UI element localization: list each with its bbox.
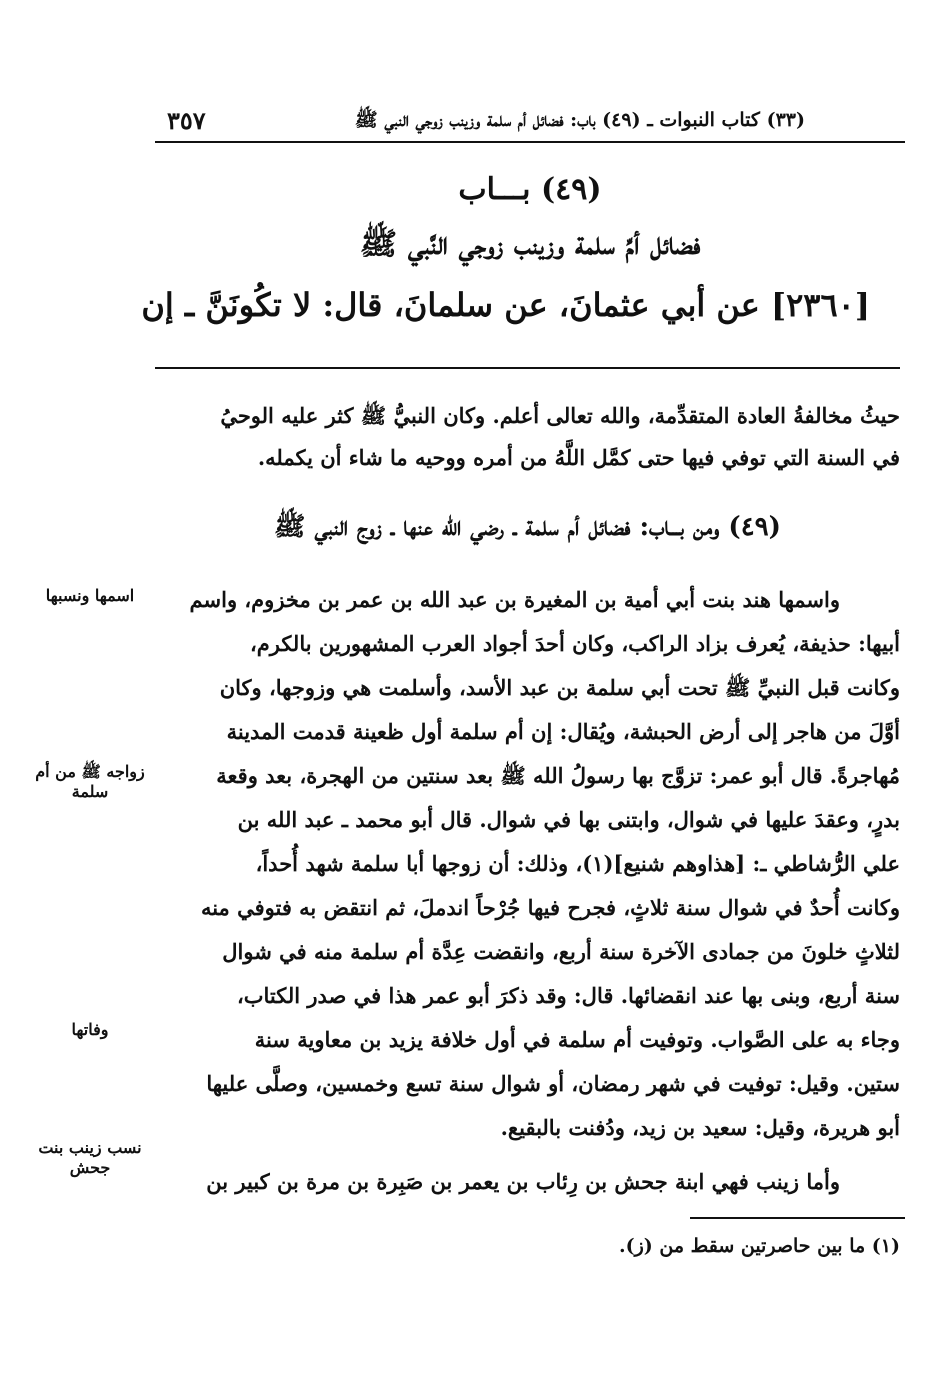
section-subheading: (٤٩) ومن بـــاب: فضائل أم سلمة ـ رضي الله عنها ـ زوج النبي ﷺ [274, 512, 781, 542]
body-line: واسمها هند بنت أبي أمية بن المغيرة بن عبد الله بن عمر بن مخزوم، واسم [189, 587, 840, 612]
header-title: (٣٣) كتاب النبوات ـ (٤٩) باب: فضائل أم سلمة وزينب زوجي النبي ﷺ [354, 109, 805, 131]
body-line: أبيها: حذيفة، يُعرف بزاد الراكب، وكان أحدَ أجواد العرب المشهورين بالكرم، [249, 631, 900, 656]
running-header [155, 104, 905, 140]
body-line: بدرٍ، وعقدَ عليها في شوال، وابتنى بها في شوال. قال أبو محمد ـ عبد الله بن [237, 807, 900, 832]
footnote: (١) ما بين حاصرتين سقط من (ز). [619, 1235, 900, 1257]
body-line: سنة أربع، وبنى بها عند انقضائها. قال: وقد ذكرَ أبو عمر هذا في صدر الكتاب، [236, 983, 900, 1008]
body-line: ستين. وقيل: توفيت في شهر رمضان، أو شوال سنة تسع وخمسين، وصلَّى عليها [206, 1071, 900, 1096]
page-number: ٣٥٧ [167, 106, 206, 135]
paragraph-line: حيثُ مخالفةُ العادة المتقدِّمة، والله تعالى أعلم. وكان النبيُّ ﷺ كثر عليه الوحيُ [220, 403, 900, 428]
chapter-number: (٤٩) بـــاب [458, 172, 602, 207]
body-line: لثلاثٍ خلونَ من جمادى الآخرة سنة أربع، وانقضت عِدَّة أم سلمة منه في شوال [222, 939, 900, 964]
margin-note-name: اسمها ونسبها [45, 586, 135, 605]
body-line: وكانت قبل النبيِّ ﷺ تحت أبي سلمة بن عبد الأسد، وأسلمت هي وزوجها، وكان [219, 675, 900, 700]
hadith-text: [٢٣٦٠] عن أبي عثمانَ، عن سلمانَ، قال: لا تكُونَنَّ ـ إن [141, 286, 870, 324]
body-text [140, 578, 900, 1204]
paragraph-line: في السنة التي توفي فيها حتى كمَّل اللَّهُ من أمره ووحيه ما شاء أن يكمله. [257, 445, 900, 470]
margin-note-zaynab: نسب زينب بنت جحش [38, 1138, 142, 1177]
body-line: مُهاجرةً. قال أبو عمر: تزوَّج بها رسولُ الله ﷺ بعد سنتين من الهجرة، بعد وقعة [216, 763, 900, 788]
margin-note-death: وفاتها [71, 1020, 109, 1039]
chapter-title: فضائل أمِّ سلمة وزينب زوجي النَّبي ﷺ [359, 226, 701, 262]
body-line: وكانت أُحدٌ في شوال سنة ثلاثٍ، فجرح فيها جُرْحاً اندملَ، ثم انتقض به فتوفي منه [200, 895, 900, 920]
commentary-paragraph [140, 395, 900, 479]
body-line: وأما زينب فهي ابنة جحش بن رِئاب بن يعمر بن صَبِرة بن مرة بن كبير بن [206, 1169, 840, 1194]
body-line: أوَّلَ من هاجر إلى أرض الحبشة، ويُقال: إن أم سلمة أول ظعينة قدمت المدينة [226, 719, 900, 744]
header-divider [155, 141, 905, 143]
body-line: أبو هريرة، وقيل: سعيد بن زيد، ودُفنت بالبقيع. [500, 1115, 900, 1140]
text-commentary-divider [155, 367, 900, 369]
body-line: علي الرُّشاطي ـ: [هذاوهم شنيع](١)، وذلك: أن زوجها أبا سلمة شهد أُحداً، [255, 851, 900, 876]
body-line: وجاء به على الصَّواب. وتوفيت أم سلمة في أول خلافة يزيد بن معاوية سنة [254, 1027, 900, 1052]
footnote-divider [690, 1217, 905, 1219]
margin-note-marriage: زواجه ﷺ من أم سلمة [35, 762, 145, 801]
